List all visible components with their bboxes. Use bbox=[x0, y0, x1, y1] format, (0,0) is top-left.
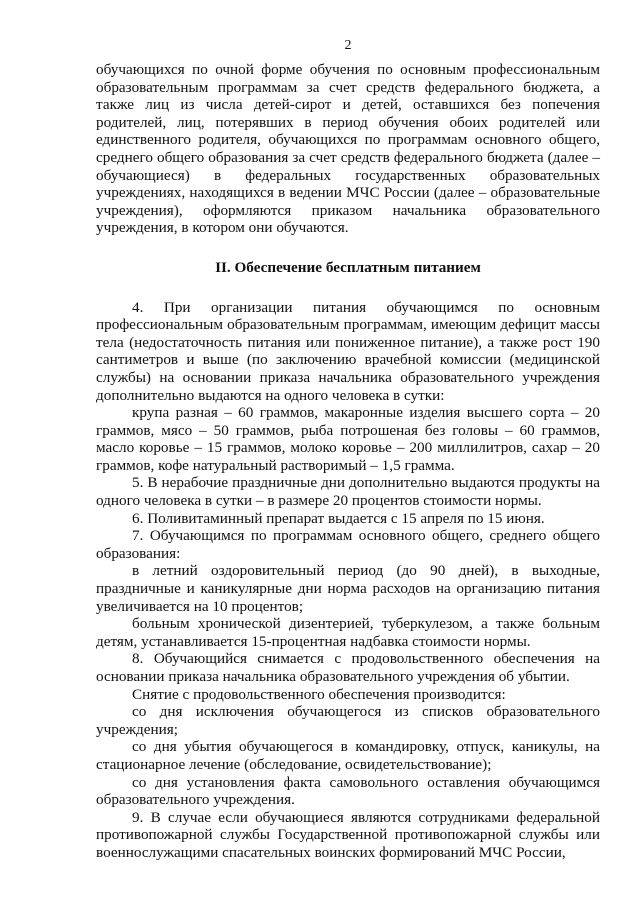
paragraph-summer-period: в летний оздоровительный период (до 90 дней), в выходные, праздничные и каникулярные дни норма расходов на организацию питания увеличивается на 10 процентов; bbox=[96, 562, 600, 615]
paragraph-item-9: 9. В случае если обучающиеся являются сотрудниками федеральной противопожарной службы Государственной противопожарной службы или военнослужащими спасательных воинских формирований МЧС России, bbox=[96, 808, 600, 861]
paragraph-item-6: 6. Поливитаминный препарат выдается с 15 апреля по 15 июня. bbox=[132, 509, 545, 527]
paragraph-removal-departure: со дня убытия обучающегося в командировку, отпуск, каникулы, на стационарное лечение (обследование, освидетельствование); bbox=[96, 738, 600, 773]
document-body bbox=[96, 61, 600, 862]
paragraph-item-5: 5. В нерабочие праздничные дни дополнительно выдаются продукты на одного человека в сутки – в размере 20 процентов стоимости нормы. bbox=[96, 474, 600, 510]
paragraph-chronic-illness: больным хронической дизентерией, туберкулезом, а также больным детям, устанавливается 15-процентная надбавка стоимости нормы. bbox=[96, 615, 600, 650]
paragraph-item-7: 7. Обучающимся по программам основного общего, среднего общего образования: bbox=[96, 527, 600, 562]
paragraph-removal-exclusion: со дня исключения обучающегося из списков образовательного учреждения; bbox=[96, 703, 600, 738]
section-heading: II. Обеспечение бесплатным питанием bbox=[215, 258, 481, 276]
paragraph-removal-unauthorized: со дня установления факта самовольного оставления обучающимся образовательного учреждения. bbox=[96, 773, 600, 809]
paragraph-item-8: 8. Обучающийся снимается с продовольственного обеспечения на основании приказа начальника образовательного учреждения об убытии. bbox=[96, 650, 600, 685]
paragraph-item-4: 4. При организации питания обучающимся по основным профессиональным образовательным программам, имеющим дефицит массы тела (недостаточность питания или пониженное питание), а также рост 190 сантиметров и выше (по заключению врачебной комиссии (медицинской службы) на основании приказа начальника образовательного учреждения дополнительно выдаются на одного человека в сутки: bbox=[96, 298, 600, 404]
document-page bbox=[96, 0, 600, 905]
paragraph-food-list: крупа разная – 60 граммов, макаронные изделия высшего сорта – 20 граммов, мясо – 50 граммов, рыба потрошеная без головы – 60 граммов, масло коровье – 15 граммов, молоко коровье – 200 миллилитров, сахар – 20 граммов, кофе натуральный растворимый – 1,5 грамма. bbox=[96, 404, 600, 474]
paragraph-continuation: обучающихся по очной форме обучения по основным профессиональным образовательным программам за счет средств федерального бюджета, а также лиц из числа детей-сирот и детей, оставшихся без попечения родителей, лиц, потерявших в период обучения обоих родителей или единственного родителя, обучающихся по программам основного общего, среднего общего образования за счет средств федерального бюджета (далее – обучающиеся) в федеральных государственных образовательных учреждениях, находящихся в ведении МЧС России (далее – образовательные учреждения), оформляются приказом начальника образовательного учреждения, в котором они обучаются. bbox=[96, 61, 600, 237]
paragraph-removal-intro: Снятие с продовольственного обеспечения производится: bbox=[132, 685, 506, 703]
page-number: 2 bbox=[344, 38, 352, 53]
